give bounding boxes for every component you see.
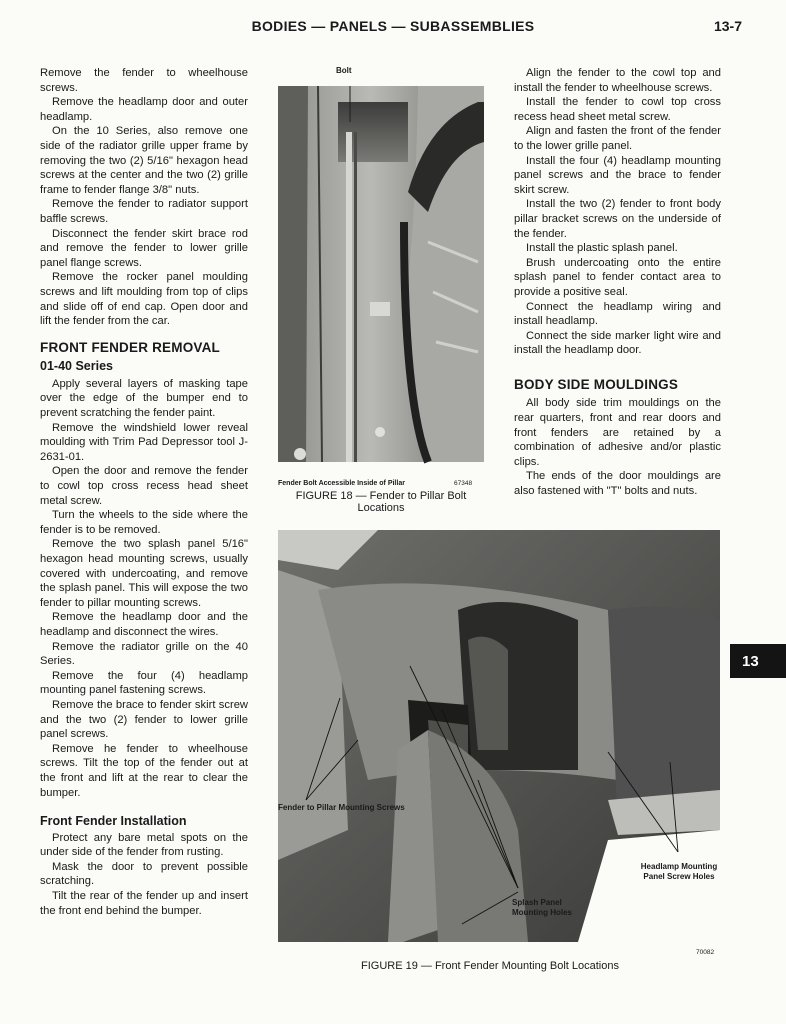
paragraph: Connect the side marker light wire and install the headlamp door. [514, 329, 721, 357]
paragraph: Remove the brace to fender skirt screw and the two (2) fender to lower grille panel screws. [40, 698, 248, 741]
section-heading-removal: FRONT FENDER REMOVAL [40, 339, 220, 355]
running-title: BODIES — PANELS — SUBASSEMBLIES [251, 18, 535, 34]
paragraph: Brush undercoating onto the entire splash panel to fender contact area to provide a positive seal. [514, 256, 721, 298]
paragraph: Remove the headlamp door and outer headlamp. [40, 96, 248, 123]
photo-number: 70082 [696, 949, 715, 956]
figure-19-caption: FIGURE 19 — Front Fender Mounting Bolt Locations [360, 960, 619, 972]
right-column [514, 66, 721, 499]
paragraph: Remove the rocker panel moulding screws and lift moulding from top of clips and slide off of end cap. Open door and lift the fender from the car. [40, 271, 248, 328]
paragraph: Install the plastic splash panel. [526, 242, 678, 255]
photo-number: 67348 [454, 480, 473, 487]
subsection-heading-installation: Front Fender Installation [40, 814, 187, 829]
label-pillar-screws: Fender to Pillar Mounting Screws [278, 803, 405, 812]
paragraph: Tilt the rear of the fender up and insert the front end behind the bumper. [40, 890, 248, 917]
page-header [0, 18, 786, 40]
paragraph: Install the fender to cowl top cross recess head sheet metal screw. [514, 96, 721, 123]
figure-18-photo [278, 82, 484, 482]
paragraph: Install the two (2) fender to front body pillar bracket screws on the underside of the fender. [514, 198, 721, 240]
paragraph: Remove the fender to wheelhouse screws. [40, 67, 248, 94]
paragraph: Disconnect the fender skirt brace rod and remove the fender to lower grille panel flange screws. [40, 227, 248, 269]
paragraph: Align and fasten the front of the fender to the lower grille panel. [514, 125, 721, 152]
paragraph: Remove the two splash panel 5/16" hexagon head mounting screws, usually covered with undercoating, and remove the splash panel. This will expose the two fender to pillar mounting screws. [40, 538, 248, 609]
paragraph: Mask the door to prevent possible scratching. [40, 860, 248, 888]
paragraph: Remove the headlamp door and the headlamp and disconnect the wires. [40, 611, 248, 638]
left-column [40, 66, 248, 918]
paragraph: Connect the headlamp wiring and install headlamp. [514, 300, 721, 328]
paragraph: Turn the wheels to the side where the fender is to be removed. [40, 509, 248, 536]
paragraph: The ends of the door mouldings are also fastened with "T" bolts and nuts. [514, 470, 721, 498]
paragraph: Apply several layers of masking tape over the edge of the bumper end to prevent scratching the fender paint. [40, 377, 248, 420]
paragraph: Open the door and remove the fender to cowl top cross recess head sheet metal screw. [40, 465, 248, 507]
subsection-heading-series: 01-40 Series [40, 359, 113, 374]
label-headlamp-holes: Headlamp Mounting Panel Screw Holes [640, 862, 718, 881]
paragraph: Remove the radiator grille on the 40 Series. [40, 640, 248, 668]
paragraph: On the 10 Series, also remove one side of the radiator grille upper frame by removing the two (2) 5/16" hexagon head screws at the center and the two (2) grille frame to fender flange 3/8" nuts. [40, 125, 248, 196]
paragraph: Protect any bare metal spots on the under side of the fender from rusting. [40, 831, 248, 859]
figure-18-caption: FIGURE 18 — Fender to Pillar Bolt Locations [295, 490, 467, 514]
page-number: 13-7 [713, 18, 742, 34]
figure-19 [278, 530, 720, 956]
label-bolt: Bolt [336, 66, 352, 75]
paragraph: Remove the windshield lower reveal moulding with Trim Pad Depressor tool J-2631-01. [40, 421, 248, 463]
paragraph: Remove the four (4) headlamp mounting panel fastening screws. [40, 669, 248, 697]
figure-18 [278, 66, 484, 514]
section-tab: 13 [730, 644, 786, 678]
paragraph: Install the four (4) headlamp mounting panel screws and the brace to fender skirt screw. [514, 154, 721, 196]
paragraph: Align the fender to the cowl top and install the fender to wheelhouse screws. [514, 67, 721, 94]
paragraph: Remove he fender to wheelhouse screws. Tilt the top of the fender out at the front and lift at the rear to clear the bumper. [40, 742, 248, 799]
label-splash-holes: Splash Panel Mounting Holes [512, 898, 572, 917]
photo-caption: Fender Bolt Accessible Inside of Pillar [278, 480, 405, 487]
section-heading-mouldings: BODY SIDE MOULDINGS [514, 376, 679, 392]
paragraph: Remove the fender to radiator support baffle screws. [40, 198, 248, 225]
paragraph: All body side trim mouldings on the rear quarters, front and rear doors and front fenders are retained by a combination of adhesive and/or plastic clips. [514, 397, 721, 468]
